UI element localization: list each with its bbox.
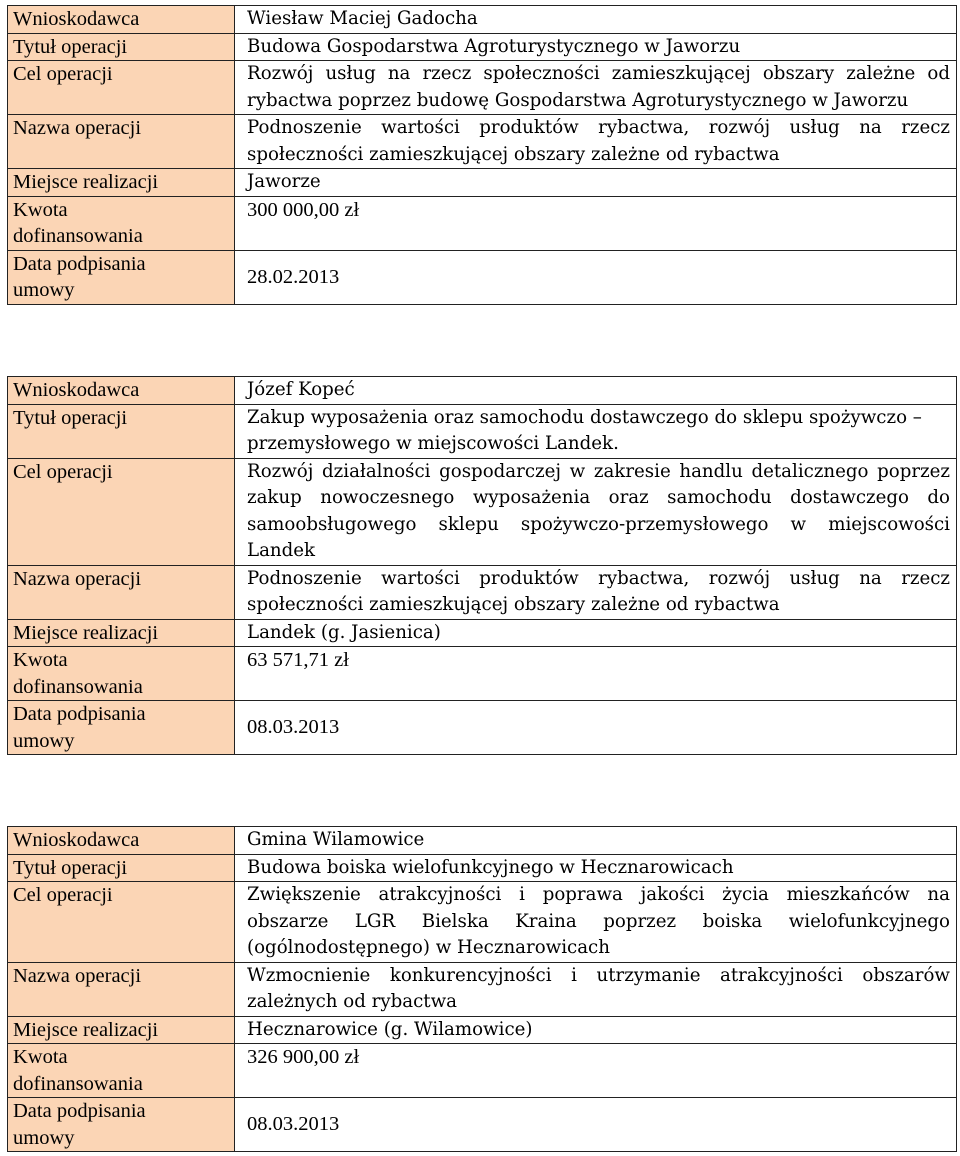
value-name: Wzmocnienie konkurencyjności i utrzymanie atrakcyjności obszarów zależnych od rybactwa	[235, 962, 957, 1016]
value-applicant: Wiesław Maciej Gadocha	[235, 6, 957, 34]
label-place: Miejsce realizacji	[8, 619, 235, 647]
row-name	[8, 565, 957, 619]
operation-table-3	[7, 826, 957, 1152]
value-applicant: Gmina Wilamowice	[235, 827, 957, 855]
label-amount	[8, 1044, 235, 1098]
value-place: Hecznarowice (g. Wilamowice)	[235, 1016, 957, 1044]
label-amount-line2: dofinansowania	[13, 225, 143, 247]
label-amount-line2: dofinansowania	[13, 675, 143, 698]
label-place: Miejsce realizacji	[8, 1016, 235, 1044]
value-goal: Rozwój usług na rzecz społeczności zamieszkującej obszary zależne od rybactwa poprzez budowę Gospodarstwa Agroturystycznego w Jaworzu	[235, 61, 957, 115]
value-date-text: 08.03.2013	[247, 716, 340, 738]
value-goal: Rozwój działalności gospodarczej w zakresie handlu detalicznego poprzez zakup nowoczesnego wyposażenia oraz samochodu dostawczego do samoobsługowego sklepu spożywczo-przemysłowego w miejscowości Landek	[235, 458, 957, 565]
value-amount: 63 571,71 zł	[235, 647, 957, 701]
row-amount	[8, 196, 957, 250]
value-amount: 326 900,00 zł	[235, 1044, 957, 1098]
label-title: Tytuł operacji	[8, 33, 235, 61]
value-title: Budowa Gospodarstwa Agroturystycznego w Jaworzu	[235, 33, 957, 61]
row-date	[8, 701, 957, 755]
label-goal: Cel operacji	[8, 882, 235, 963]
label-name: Nazwa operacji	[8, 115, 235, 169]
label-date-line1: Data podpisania	[13, 703, 146, 725]
row-applicant	[8, 6, 957, 34]
row-place	[8, 619, 957, 647]
row-goal	[8, 61, 957, 115]
operation-table-1	[7, 5, 957, 305]
label-amount-line1: Kwota	[13, 1046, 68, 1068]
value-place: Jaworze	[235, 169, 957, 197]
row-date	[8, 250, 957, 304]
label-date-line2: umowy	[13, 279, 75, 301]
label-amount	[8, 647, 235, 701]
label-amount	[8, 196, 235, 250]
row-applicant	[8, 827, 957, 855]
value-date-text: 28.02.2013	[247, 265, 340, 288]
label-date-line2: umowy	[13, 729, 75, 752]
label-date	[8, 250, 235, 304]
value-applicant: Józef Kopeć	[235, 377, 957, 405]
value-name: Podnoszenie wartości produktów rybactwa, rozwój usług na rzecz społeczności zamieszkującej obszary zależne od rybactwa	[235, 565, 957, 619]
label-amount-line2: dofinansowania	[13, 1072, 143, 1095]
label-goal: Cel operacji	[8, 458, 235, 565]
row-title	[8, 404, 957, 458]
row-applicant	[8, 377, 957, 405]
row-amount	[8, 647, 957, 701]
label-goal: Cel operacji	[8, 61, 235, 115]
label-applicant: Wnioskodawca	[8, 377, 235, 405]
row-amount	[8, 1044, 957, 1098]
row-name	[8, 962, 957, 1016]
value-date-text: 08.03.2013	[247, 1113, 340, 1135]
label-date	[8, 701, 235, 755]
label-applicant: Wnioskodawca	[8, 6, 235, 34]
label-name: Nazwa operacji	[8, 565, 235, 619]
label-amount-line1: Kwota	[13, 649, 68, 671]
row-title	[8, 33, 957, 61]
value-amount: 300 000,00 zł	[235, 196, 957, 250]
label-date	[8, 1098, 235, 1152]
value-date	[235, 250, 957, 304]
label-title: Tytuł operacji	[8, 854, 235, 882]
label-title: Tytuł operacji	[8, 404, 235, 458]
label-amount-line1: Kwota	[13, 198, 68, 221]
row-date	[8, 1098, 957, 1152]
label-date-line1: Data podpisania	[13, 252, 146, 275]
label-date-line2: umowy	[13, 1126, 75, 1149]
label-date-line1: Data podpisania	[13, 1100, 146, 1122]
value-name: Podnoszenie wartości produktów rybactwa, rozwój usług na rzecz społeczności zamieszkującej obszary zależne od rybactwa	[235, 115, 957, 169]
value-date	[235, 701, 957, 755]
value-goal: Zwiększenie atrakcyjności i poprawa jakości życia mieszkańców na obszarze LGR Bielska Kraina poprzez boiska wielofunkcyjnego (ogólnodostępnego) w Hecznarowicach	[235, 882, 957, 963]
row-place	[8, 169, 957, 197]
label-name: Nazwa operacji	[8, 962, 235, 1016]
row-title	[8, 854, 957, 882]
row-name	[8, 115, 957, 169]
label-applicant: Wnioskodawca	[8, 827, 235, 855]
operation-table-2	[7, 376, 957, 755]
value-title: Zakup wyposażenia oraz samochodu dostawczego do sklepu spożywczo – przemysłowego w miejscowości Landek.	[235, 404, 957, 458]
value-place: Landek (g. Jasienica)	[235, 619, 957, 647]
value-date	[235, 1098, 957, 1152]
label-place: Miejsce realizacji	[8, 169, 235, 197]
row-goal	[8, 458, 957, 565]
row-goal	[8, 882, 957, 963]
value-title: Budowa boiska wielofunkcyjnego w Hecznarowicach	[235, 854, 957, 882]
row-place	[8, 1016, 957, 1044]
